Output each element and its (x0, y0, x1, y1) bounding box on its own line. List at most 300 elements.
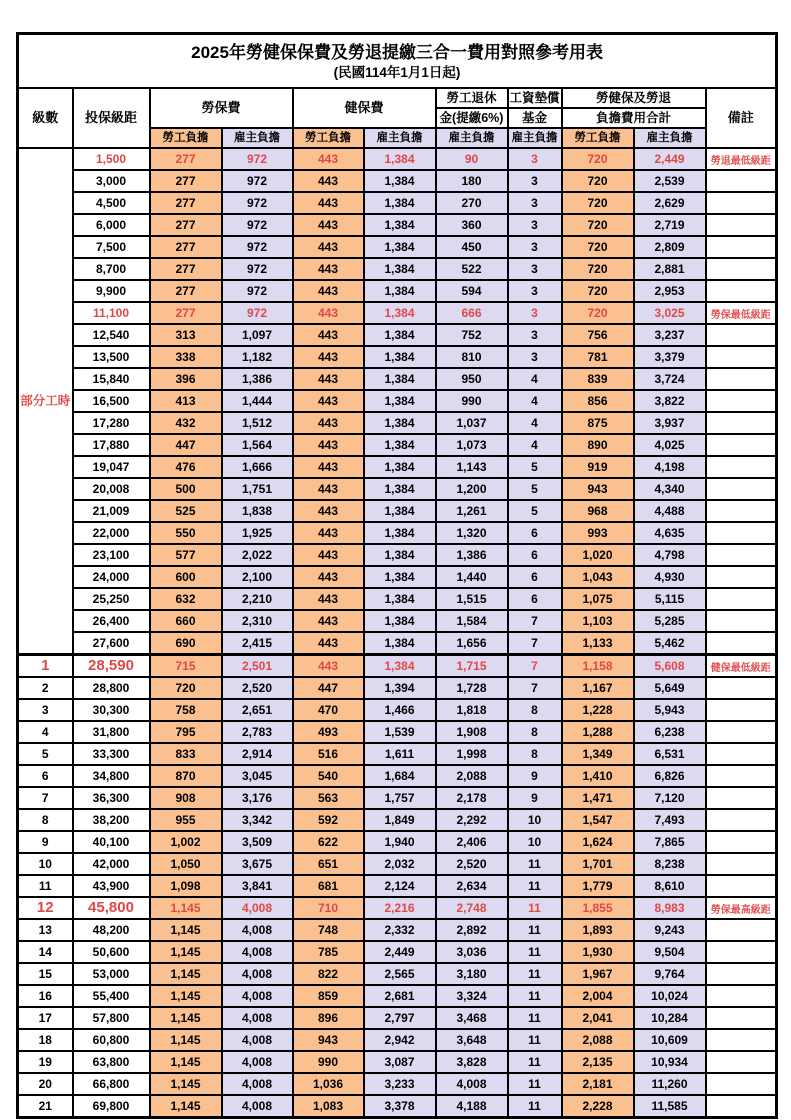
cell-remark (706, 743, 777, 765)
cell-remark: 勞退最低級距 (706, 148, 777, 170)
cell-arrears-employer: 4 (508, 434, 562, 456)
cell-health-employer: 2,216 (364, 897, 436, 919)
cell-arrears-employer: 3 (508, 214, 562, 236)
level-group-part-time: 部分工時 (18, 148, 73, 655)
cell-health-employer: 1,384 (364, 412, 436, 434)
cell-health-employee: 443 (293, 522, 364, 544)
cell-labor-employer: 972 (222, 148, 293, 170)
cell-total-employee: 720 (562, 236, 634, 258)
cell-health-employer: 1,384 (364, 170, 436, 192)
cell-arrears-employer: 5 (508, 500, 562, 522)
cell-remark (706, 280, 777, 302)
cell-arrears-employer: 3 (508, 148, 562, 170)
subheader-health-employer: 雇主負擔 (364, 128, 436, 148)
cell-pension-employer: 1,584 (436, 610, 508, 632)
cell-health-employee: 540 (293, 765, 364, 787)
table-row (18, 1095, 777, 1118)
cell-total-employer: 3,822 (634, 390, 706, 412)
table-row (18, 258, 777, 280)
cell-bracket: 1,500 (73, 148, 150, 170)
cell-arrears-employer: 11 (508, 1029, 562, 1051)
table-row (18, 721, 777, 743)
cell-labor-employer: 1,386 (222, 368, 293, 390)
cell-labor-employer: 1,564 (222, 434, 293, 456)
cell-labor-employee: 1,145 (150, 1029, 222, 1051)
cell-remark (706, 787, 777, 809)
cell-health-employer: 1,384 (364, 632, 436, 655)
cell-pension-employer: 3,324 (436, 985, 508, 1007)
cell-bracket: 23,100 (73, 544, 150, 566)
cell-arrears-employer: 6 (508, 566, 562, 588)
cell-arrears-employer: 3 (508, 302, 562, 324)
cell-bracket: 40,100 (73, 831, 150, 853)
cell-arrears-employer: 6 (508, 588, 562, 610)
cell-total-employer: 4,025 (634, 434, 706, 456)
header-arrears-line1: 工資墊償 (508, 88, 562, 108)
cell-labor-employee: 525 (150, 500, 222, 522)
cell-labor-employee: 720 (150, 677, 222, 699)
header-labor-insurance: 勞保費 (150, 88, 293, 128)
subheader-labor-employer: 雇主負擔 (222, 128, 293, 148)
cell-labor-employer: 1,838 (222, 500, 293, 522)
cell-health-employee: 748 (293, 919, 364, 941)
cell-health-employee: 443 (293, 478, 364, 500)
cell-arrears-employer: 10 (508, 831, 562, 853)
cell-labor-employer: 1,444 (222, 390, 293, 412)
cell-pension-employer: 360 (436, 214, 508, 236)
cell-labor-employer: 3,045 (222, 765, 293, 787)
cell-total-employee: 1,930 (562, 941, 634, 963)
table-row (18, 500, 777, 522)
table-row (18, 412, 777, 434)
cell-labor-employee: 1,145 (150, 1007, 222, 1029)
cell-labor-employee: 632 (150, 588, 222, 610)
cell-remark (706, 1029, 777, 1051)
cell-health-employer: 1,384 (364, 456, 436, 478)
cell-health-employer: 1,757 (364, 787, 436, 809)
cell-labor-employee: 1,002 (150, 831, 222, 853)
cell-labor-employee: 715 (150, 655, 222, 678)
subheader-total-employee: 勞工負擔 (562, 128, 634, 148)
cell-labor-employee: 277 (150, 236, 222, 258)
cell-labor-employer: 2,210 (222, 588, 293, 610)
table-row (18, 324, 777, 346)
cell-bracket: 12,540 (73, 324, 150, 346)
table-row (18, 655, 777, 678)
cell-pension-employer: 2,406 (436, 831, 508, 853)
cell-level: 19 (18, 1051, 73, 1073)
cell-total-employer: 5,943 (634, 699, 706, 721)
cell-labor-employer: 972 (222, 258, 293, 280)
cell-health-employee: 710 (293, 897, 364, 919)
cell-health-employer: 1,384 (364, 478, 436, 500)
cell-health-employee: 785 (293, 941, 364, 963)
table-row (18, 897, 777, 919)
cell-bracket: 42,000 (73, 853, 150, 875)
cell-total-employer: 10,024 (634, 985, 706, 1007)
subheader-pension-employer: 雇主負擔 (436, 128, 508, 148)
table-row (18, 434, 777, 456)
cell-health-employee: 443 (293, 456, 364, 478)
cell-labor-employer: 3,675 (222, 853, 293, 875)
table-row (18, 368, 777, 390)
cell-health-employer: 3,233 (364, 1073, 436, 1095)
cell-pension-employer: 180 (436, 170, 508, 192)
cell-total-employee: 720 (562, 302, 634, 324)
cell-health-employer: 1,394 (364, 677, 436, 699)
cell-health-employee: 443 (293, 632, 364, 655)
cell-health-employee: 896 (293, 1007, 364, 1029)
cell-labor-employee: 277 (150, 258, 222, 280)
cell-remark (706, 632, 777, 655)
cell-arrears-employer: 5 (508, 478, 562, 500)
cell-health-employer: 1,611 (364, 743, 436, 765)
cell-labor-employee: 396 (150, 368, 222, 390)
cell-labor-employer: 2,783 (222, 721, 293, 743)
cell-total-employee: 856 (562, 390, 634, 412)
cell-remark (706, 214, 777, 236)
cell-health-employee: 443 (293, 368, 364, 390)
cell-health-employee: 990 (293, 1051, 364, 1073)
cell-labor-employer: 972 (222, 280, 293, 302)
cell-total-employer: 3,724 (634, 368, 706, 390)
cell-total-employer: 4,198 (634, 456, 706, 478)
cell-arrears-employer: 11 (508, 963, 562, 985)
cell-health-employee: 943 (293, 1029, 364, 1051)
cell-pension-employer: 1,656 (436, 632, 508, 655)
header-pension-line1: 勞工退休 (436, 88, 508, 108)
cell-health-employee: 443 (293, 148, 364, 170)
cell-arrears-employer: 8 (508, 699, 562, 721)
cell-pension-employer: 2,088 (436, 765, 508, 787)
cell-health-employee: 443 (293, 324, 364, 346)
cell-health-employee: 822 (293, 963, 364, 985)
cell-total-employee: 1,624 (562, 831, 634, 853)
cell-remark (706, 346, 777, 368)
cell-health-employee: 859 (293, 985, 364, 1007)
cell-total-employer: 2,719 (634, 214, 706, 236)
cell-level: 10 (18, 853, 73, 875)
cell-labor-employer: 4,008 (222, 1073, 293, 1095)
cell-remark (706, 853, 777, 875)
cell-remark: 勞保最高級距 (706, 897, 777, 919)
cell-pension-employer: 1,143 (436, 456, 508, 478)
cell-health-employer: 1,940 (364, 831, 436, 853)
table-row (18, 170, 777, 192)
cell-labor-employer: 1,925 (222, 522, 293, 544)
cell-level: 7 (18, 787, 73, 809)
cell-health-employee: 447 (293, 677, 364, 699)
cell-total-employer: 9,764 (634, 963, 706, 985)
cell-total-employer: 7,120 (634, 787, 706, 809)
cell-total-employer: 9,504 (634, 941, 706, 963)
cell-arrears-employer: 3 (508, 258, 562, 280)
cell-level: 5 (18, 743, 73, 765)
table-row (18, 632, 777, 655)
title-row (18, 34, 777, 89)
cell-labor-employer: 4,008 (222, 919, 293, 941)
cell-health-employee: 443 (293, 280, 364, 302)
cell-pension-employer: 3,648 (436, 1029, 508, 1051)
cell-bracket: 11,100 (73, 302, 150, 324)
cell-total-employer: 2,629 (634, 192, 706, 214)
cell-remark (706, 809, 777, 831)
cell-arrears-employer: 4 (508, 368, 562, 390)
cell-total-employee: 919 (562, 456, 634, 478)
cell-total-employee: 1,043 (562, 566, 634, 588)
cell-remark (706, 941, 777, 963)
table-row (18, 831, 777, 853)
cell-labor-employee: 908 (150, 787, 222, 809)
cell-total-employee: 2,088 (562, 1029, 634, 1051)
cell-health-employee: 443 (293, 655, 364, 678)
cell-total-employer: 9,243 (634, 919, 706, 941)
cell-health-employer: 1,539 (364, 721, 436, 743)
cell-arrears-employer: 3 (508, 324, 562, 346)
cell-pension-employer: 1,037 (436, 412, 508, 434)
cell-health-employee: 443 (293, 236, 364, 258)
cell-labor-employee: 277 (150, 280, 222, 302)
cell-total-employee: 968 (562, 500, 634, 522)
cell-level: 11 (18, 875, 73, 897)
cell-pension-employer: 2,634 (436, 875, 508, 897)
cell-level: 3 (18, 699, 73, 721)
table-row (18, 1029, 777, 1051)
table-row (18, 743, 777, 765)
cell-total-employee: 1,167 (562, 677, 634, 699)
cell-total-employee: 1,349 (562, 743, 634, 765)
cell-remark (706, 985, 777, 1007)
cell-total-employer: 8,610 (634, 875, 706, 897)
cell-health-employer: 1,384 (364, 214, 436, 236)
table-row (18, 853, 777, 875)
cell-health-employee: 443 (293, 412, 364, 434)
table-row (18, 522, 777, 544)
header-arrears-line2: 基金 (508, 108, 562, 128)
cell-total-employer: 7,865 (634, 831, 706, 853)
cell-pension-employer: 1,728 (436, 677, 508, 699)
cell-total-employee: 1,547 (562, 809, 634, 831)
cell-pension-employer: 4,188 (436, 1095, 508, 1118)
cell-bracket: 48,200 (73, 919, 150, 941)
cell-pension-employer: 450 (436, 236, 508, 258)
cell-labor-employee: 1,145 (150, 985, 222, 1007)
cell-level: 17 (18, 1007, 73, 1029)
cell-labor-employee: 277 (150, 214, 222, 236)
table-row (18, 1051, 777, 1073)
cell-pension-employer: 810 (436, 346, 508, 368)
cell-labor-employer: 4,008 (222, 963, 293, 985)
cell-remark (706, 677, 777, 699)
cell-remark (706, 765, 777, 787)
cell-remark (706, 522, 777, 544)
cell-labor-employee: 600 (150, 566, 222, 588)
cell-pension-employer: 1,200 (436, 478, 508, 500)
cell-pension-employer: 2,178 (436, 787, 508, 809)
table-row (18, 875, 777, 897)
cell-labor-employee: 795 (150, 721, 222, 743)
cell-arrears-employer: 11 (508, 853, 562, 875)
cell-health-employee: 443 (293, 258, 364, 280)
cell-total-employee: 1,020 (562, 544, 634, 566)
cell-pension-employer: 3,036 (436, 941, 508, 963)
cell-labor-employee: 1,145 (150, 963, 222, 985)
cell-labor-employee: 413 (150, 390, 222, 412)
cell-remark (706, 456, 777, 478)
table-row (18, 677, 777, 699)
cell-pension-employer: 950 (436, 368, 508, 390)
cell-total-employee: 720 (562, 148, 634, 170)
cell-remark (706, 412, 777, 434)
cell-labor-employer: 2,022 (222, 544, 293, 566)
cell-total-employer: 4,930 (634, 566, 706, 588)
cell-labor-employer: 4,008 (222, 897, 293, 919)
cell-health-employee: 1,083 (293, 1095, 364, 1118)
cell-health-employer: 3,378 (364, 1095, 436, 1118)
cell-bracket: 26,400 (73, 610, 150, 632)
cell-total-employee: 890 (562, 434, 634, 456)
cell-labor-employer: 4,008 (222, 1095, 293, 1118)
cell-remark (706, 721, 777, 743)
cell-remark (706, 963, 777, 985)
header-level: 級數 (18, 88, 73, 148)
cell-total-employer: 3,025 (634, 302, 706, 324)
cell-bracket: 55,400 (73, 985, 150, 1007)
cell-pension-employer: 1,386 (436, 544, 508, 566)
cell-arrears-employer: 3 (508, 236, 562, 258)
cell-health-employer: 1,384 (364, 302, 436, 324)
cell-total-employer: 5,115 (634, 588, 706, 610)
cell-health-employee: 443 (293, 302, 364, 324)
header-health-insurance: 健保費 (293, 88, 436, 128)
cell-arrears-employer: 9 (508, 765, 562, 787)
cell-level: 4 (18, 721, 73, 743)
cell-level: 14 (18, 941, 73, 963)
cell-health-employee: 1,036 (293, 1073, 364, 1095)
cell-bracket: 20,008 (73, 478, 150, 500)
cell-health-employee: 622 (293, 831, 364, 853)
cell-labor-employee: 277 (150, 148, 222, 170)
cell-labor-employer: 4,008 (222, 1051, 293, 1073)
cell-health-employer: 1,466 (364, 699, 436, 721)
cell-health-employee: 443 (293, 214, 364, 236)
cell-labor-employee: 1,050 (150, 853, 222, 875)
cell-arrears-employer: 3 (508, 192, 562, 214)
cell-health-employer: 2,797 (364, 1007, 436, 1029)
cell-arrears-employer: 11 (508, 875, 562, 897)
cell-total-employer: 2,449 (634, 148, 706, 170)
cell-bracket: 25,250 (73, 588, 150, 610)
cell-labor-employee: 550 (150, 522, 222, 544)
cell-health-employer: 3,087 (364, 1051, 436, 1073)
cell-remark (706, 566, 777, 588)
cell-total-employer: 5,608 (634, 655, 706, 678)
cell-total-employee: 781 (562, 346, 634, 368)
cell-labor-employer: 2,310 (222, 610, 293, 632)
cell-total-employee: 1,158 (562, 655, 634, 678)
cell-arrears-employer: 7 (508, 610, 562, 632)
cell-health-employee: 651 (293, 853, 364, 875)
cell-remark (706, 699, 777, 721)
table-row (18, 148, 777, 170)
cell-total-employee: 1,228 (562, 699, 634, 721)
cell-level: 12 (18, 897, 73, 919)
subheader-arrears-employer: 雇主負擔 (508, 128, 562, 148)
page-subtitle: (民國114年1月1日起) (333, 65, 461, 81)
cell-pension-employer: 90 (436, 148, 508, 170)
cell-health-employee: 443 (293, 346, 364, 368)
cell-health-employer: 1,384 (364, 500, 436, 522)
page-title: 2025年勞健保保費及勞退提繳三合一費用對照參考用表 (191, 42, 603, 62)
cell-bracket: 69,800 (73, 1095, 150, 1118)
cell-arrears-employer: 4 (508, 412, 562, 434)
cell-remark (706, 258, 777, 280)
cell-health-employer: 1,384 (364, 655, 436, 678)
cell-health-employer: 2,565 (364, 963, 436, 985)
cell-bracket: 57,800 (73, 1007, 150, 1029)
header-total-line2: 負擔費用合計 (562, 108, 706, 128)
cell-health-employee: 516 (293, 743, 364, 765)
cell-arrears-employer: 11 (508, 1095, 562, 1118)
cell-health-employer: 1,849 (364, 809, 436, 831)
cell-total-employer: 11,585 (634, 1095, 706, 1118)
cell-total-employee: 720 (562, 192, 634, 214)
table-row (18, 544, 777, 566)
cell-arrears-employer: 11 (508, 919, 562, 941)
cell-arrears-employer: 11 (508, 1051, 562, 1073)
table-row (18, 985, 777, 1007)
cell-pension-employer: 3,180 (436, 963, 508, 985)
cell-labor-employer: 3,176 (222, 787, 293, 809)
cell-labor-employee: 833 (150, 743, 222, 765)
cell-health-employee: 443 (293, 588, 364, 610)
cell-labor-employer: 2,415 (222, 632, 293, 655)
cell-total-employer: 4,798 (634, 544, 706, 566)
cell-labor-employer: 2,914 (222, 743, 293, 765)
cell-labor-employer: 4,008 (222, 1007, 293, 1029)
cell-remark (706, 324, 777, 346)
cell-arrears-employer: 8 (508, 743, 562, 765)
cell-total-employee: 720 (562, 280, 634, 302)
header-pension-line2: 金(提繳6%) (436, 108, 508, 128)
cell-health-employee: 443 (293, 192, 364, 214)
cell-total-employer: 11,260 (634, 1073, 706, 1095)
cell-bracket: 34,800 (73, 765, 150, 787)
cell-bracket: 63,800 (73, 1051, 150, 1073)
table-row (18, 588, 777, 610)
cell-remark (706, 919, 777, 941)
cell-level: 15 (18, 963, 73, 985)
cell-pension-employer: 1,908 (436, 721, 508, 743)
cell-remark (706, 478, 777, 500)
table-row (18, 390, 777, 412)
cell-total-employee: 720 (562, 214, 634, 236)
cell-pension-employer: 1,073 (436, 434, 508, 456)
cell-pension-employer: 1,261 (436, 500, 508, 522)
cell-total-employer: 10,284 (634, 1007, 706, 1029)
cell-labor-employee: 1,145 (150, 1073, 222, 1095)
cell-bracket: 15,840 (73, 368, 150, 390)
cell-pension-employer: 2,892 (436, 919, 508, 941)
cell-pension-employer: 1,320 (436, 522, 508, 544)
cell-remark (706, 236, 777, 258)
cell-labor-employer: 2,651 (222, 699, 293, 721)
cell-bracket: 4,500 (73, 192, 150, 214)
cell-total-employee: 1,701 (562, 853, 634, 875)
cell-level: 16 (18, 985, 73, 1007)
cell-remark (706, 390, 777, 412)
cell-health-employer: 1,384 (364, 566, 436, 588)
